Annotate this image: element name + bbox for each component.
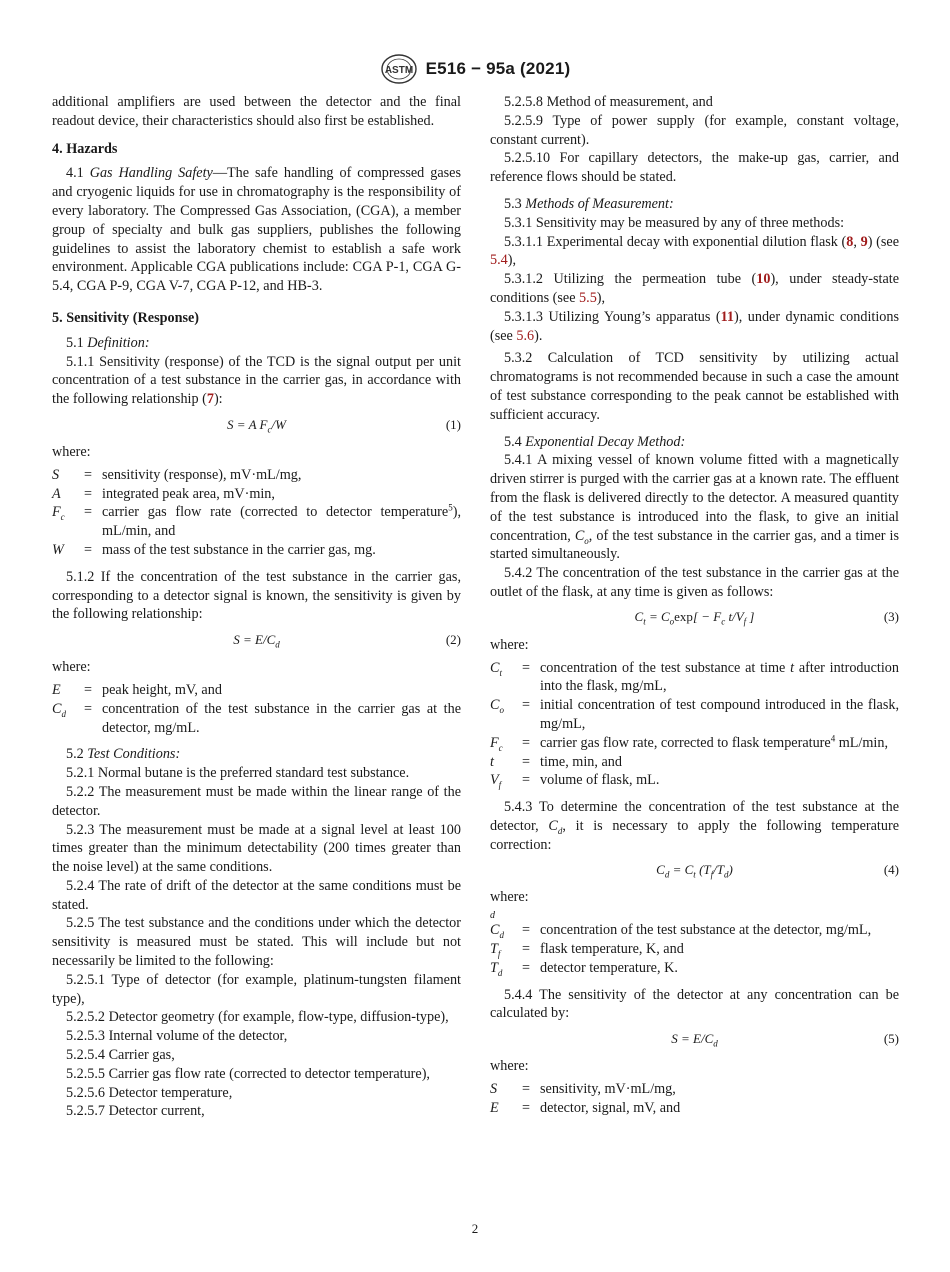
section-5-2-2: 5.2.2 The measurement must be made within the linear range of the detector. bbox=[52, 783, 461, 819]
document-id: E516 − 95a (2021) bbox=[425, 58, 571, 78]
section-link[interactable]: 5.5 bbox=[579, 289, 597, 306]
equation-number: (4) bbox=[883, 862, 899, 878]
where-label: where: bbox=[490, 636, 529, 653]
section-5-4-3: 5.4.3 To determine the concentration of the test substance at the detector, $C_d$, it is necessary to apply the following temperature correction: bbox=[490, 799, 899, 853]
section-4-heading: 4. Hazards bbox=[52, 140, 118, 157]
reference-link[interactable]: 9 bbox=[860, 233, 868, 250]
equation-number: (2) bbox=[445, 631, 461, 647]
section-5-1: 5.1 Definition: bbox=[66, 334, 150, 351]
section-5-heading: 5. Sensitivity (Response) bbox=[52, 309, 200, 326]
section-5-3-1-2: 5.3.1.2 Utilizing the permeation tube (10), under steady-state conditions (see 5.5), bbox=[490, 271, 899, 306]
variable-list-4: $C_d$ = concentration of the test substance at the detector, mg/mL, $T_f$ = flask temperature, K, and $T_d$ = detector temperature, K. bbox=[490, 922, 872, 978]
section-5-2-5-6: 5.2.5.6 Detector temperature, bbox=[66, 1084, 233, 1101]
section-5-2-3: 5.2.3 The measurement must be made at a signal level at least 100 times greater than the minimum detectability (200 times greater than the noise level) at the same conditions. bbox=[52, 821, 461, 876]
section-5-1-2: 5.1.2 If the concentration of the test substance in the carrier gas, corresponding to a detector signal is known, the sensitivity is given by the following relationship: bbox=[52, 568, 461, 623]
section-5-3-1-3: 5.3.1.3 Utilizing Young’s apparatus (11), under dynamic conditions (see 5.6). bbox=[490, 308, 899, 344]
section-5-2-4: 5.2.4 The rate of drift of the detector at the same conditions must be stated. bbox=[52, 877, 461, 913]
equation-1: S = A $F_c/W$ (1) bbox=[227, 416, 461, 435]
section-5-4-1: 5.4.1 A mixing vessel of known volume fitted with a magnetically driven stirrer is purged with the carrier gas at a known rate. The effluent from the flask is delivered directly to the detector. A measured quantity of the test substance is introduced into the flask, to give an initial concentration, $C_o$, of the test substance in the carrier gas, and a timer is started simultaneously. bbox=[490, 452, 899, 563]
section-5-2-5-8: 5.2.5.8 Method of measurement, and bbox=[504, 94, 713, 110]
section-link[interactable]: 5.6 bbox=[516, 327, 535, 344]
where-label: where: bbox=[52, 659, 91, 676]
variable-list-5: S = sensitivity, mV·mL/mg, E = detector, signal, mV, and bbox=[490, 1081, 681, 1116]
equation-4: $C_d = C_t$ $(T_f/T_d)$ (4) bbox=[656, 862, 899, 880]
page-header bbox=[0, 52, 950, 86]
astm-logo-icon bbox=[380, 53, 418, 85]
equation-number: (5) bbox=[883, 1030, 899, 1046]
where-label: where: bbox=[490, 1058, 529, 1075]
section-5-2-5-2: 5.2.5.2 Detector geometry (for example, flow-type, diffusion-type), bbox=[66, 1009, 449, 1026]
equation-2: $S = E/C_d$ (2) bbox=[233, 631, 461, 650]
equation-number: (3) bbox=[883, 609, 899, 625]
equation-3: $C_t = C_o\exp[ - F_c$ $t/V_f$ ] (3) bbox=[634, 609, 899, 627]
section-5-4-2: 5.4.2 The concentration of the test substance in the carrier gas at the outlet of the flask, at any time is given as follows: bbox=[490, 565, 899, 600]
section-5-2-5-10: 5.2.5.10 For capillary detectors, the make-up gas, carrier, and reference flows should be stated. bbox=[490, 150, 899, 186]
where-label: where: bbox=[52, 443, 91, 460]
variable-list-3: $C_t$ = concentration of the test substance at time t after introduction into the flask, mg/mL, $C_o$ = initial concentration of test compound introduced in the flask, mg/mL, $F_c$ = carrier gas flow rate, corrected to flask temperature$^4$ mL/min, t = time, min, and $V_f$ = volume of flask, mL. bbox=[490, 659, 899, 791]
section-4-1: 4.1 Gas Handling Safety—The safe handling of compressed gases and cryogenic liquids for use in chromatography is the responsibility of every laboratory. The Compressed Gas Association, (CGA), a member group of specialty and bulk gas suppliers, publishes the following guidelines to assist the laboratory chemist to establish a safe work environment. Applicable CGA publications include: CGA P-1, CGA G-5.4, CGA P-9, CGA V-7, CGA P-12, and HB-3. bbox=[52, 165, 461, 295]
reference-link[interactable]: 7 bbox=[206, 391, 214, 408]
reference-link[interactable]: 10 bbox=[756, 271, 771, 288]
variable-list-2: E = peak height, mV, and $C_d$ = concentration of the test substance in the carrier gas at the detector, mg/mL. bbox=[52, 681, 461, 736]
section-5-2-5-3: 5.2.5.3 Internal volume of the detector, bbox=[66, 1028, 288, 1045]
section-link[interactable]: 5.4 bbox=[490, 252, 508, 269]
section-5-1-1: 5.1.1 Sensitivity (response) of the TCD is the signal output per unit concentration of a test substance in the carrier gas, in accordance with the following relationship (7): bbox=[52, 353, 461, 408]
section-5-2-5-1: 5.2.5.1 Type of detector (for example, platinum-tungsten filament type), bbox=[52, 971, 461, 1007]
equation-5: $S = E/C_d$ (5) bbox=[671, 1030, 899, 1049]
variable-list-1: S = sensitivity (response), mV·mL/mg, A = integrated peak area, mV·min, $F_c$ = carrier gas flow rate (corrected to detector temperature$^5$), mL/min, and W = mass of the test substance in the carrier gas, mg. bbox=[52, 466, 461, 558]
section-5-4: 5.4 Exponential Decay Method: bbox=[504, 433, 686, 450]
equation-number: (1) bbox=[445, 416, 461, 432]
stray-subscript-mark: d bbox=[490, 910, 495, 922]
reference-link[interactable]: 11 bbox=[720, 308, 734, 325]
section-5-2-5-4: 5.2.5.4 Carrier gas, bbox=[66, 1047, 175, 1064]
section-5-2-1: 5.2.1 Normal butane is the preferred standard test substance. bbox=[66, 765, 410, 782]
section-5-4-4: 5.4.4 The sensitivity of the detector at any concentration can be calculated by: bbox=[490, 986, 899, 1022]
section-5-3-1-1: 5.3.1.1 Experimental decay with exponential dilution flask (8, 9) (see 5.4), bbox=[490, 233, 899, 269]
section-5-3-1: 5.3.1 Sensitivity may be measured by any of three methods: bbox=[504, 214, 845, 231]
section-5-2-5-7: 5.2.5.7 Detector current, bbox=[66, 1103, 205, 1120]
section-5-3: 5.3 Methods of Measurement: bbox=[504, 195, 674, 212]
reference-link[interactable]: 8 bbox=[846, 233, 854, 250]
section-5-2-5-5: 5.2.5.5 Carrier gas flow rate (corrected to detector temperature), bbox=[66, 1065, 430, 1082]
section-5-2: 5.2 Test Conditions: bbox=[66, 746, 181, 763]
section-5-2-5: 5.2.5 The test substance and the conditions under which the detector sensitivity is measured must be stated. This will include but not necessarily be limited to the following: bbox=[52, 915, 461, 970]
page-number: 2 bbox=[471, 1221, 479, 1236]
svg-text:ASTM: ASTM bbox=[384, 65, 413, 76]
section-5-3-2: 5.3.2 Calculation of TCD sensitivity by utilizing actual chromatograms is not recommended because in such a case the amount of test substance corresponding to the peak cannot be established with sufficient accuracy. bbox=[490, 350, 899, 423]
left-column bbox=[52, 93, 461, 1121]
intro-paragraph: additional amplifiers are used between the detector and the final readout device, their characteristics should also first be established. bbox=[52, 94, 461, 129]
where-label: where: bbox=[490, 889, 529, 906]
right-column bbox=[490, 93, 899, 1118]
section-5-2-5-9: 5.2.5.9 Type of power supply (for example, constant voltage, constant current). bbox=[490, 112, 899, 148]
